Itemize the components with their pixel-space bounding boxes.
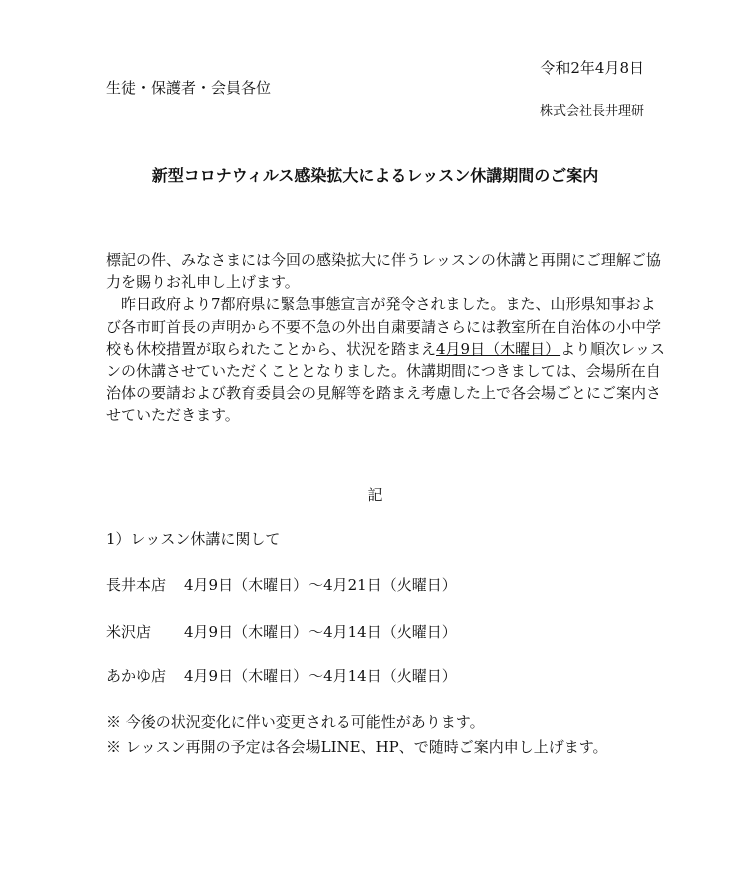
body-paragraph-2 bbox=[106, 293, 666, 426]
document-body bbox=[106, 249, 666, 427]
document-title: 新型コロナウィルス感染拡大によるレッスン休講期間のご案内 bbox=[151, 166, 599, 185]
note-item: ※ 今後の状況変化に伴い変更される可能性があります。 bbox=[106, 713, 485, 731]
sender-company: 株式会社長井理研 bbox=[539, 104, 644, 119]
body-paragraph-2-start: 昨日政府より7都府県に緊急事態宣言が発令されました。また、山形県知事および各市町首長の声明から不要不急の外出自粛要請さらには教室所在自治体の小中学校も休校措置が取られたことから、状況を踏まえ bbox=[106, 295, 662, 358]
closure-period: 4月9日（木曜日）〜4月14日（火曜日） bbox=[184, 623, 457, 641]
body-paragraph-1: 標記の件、みなさまには今回の感染拡大に伴うレッスンの休講と再開にご理解ご協力を賜りお礼申し上げます。 bbox=[106, 251, 661, 292]
start-date-underlined: 4月9日（木曜日） bbox=[436, 339, 561, 358]
schedule-row bbox=[106, 621, 457, 642]
store-name: あかゆ店 bbox=[106, 667, 167, 685]
document-date: 令和2年4月8日 bbox=[540, 59, 644, 77]
closure-period: 4月9日（木曜日）〜4月14日（火曜日） bbox=[184, 667, 457, 685]
store-name: 長井本店 bbox=[106, 576, 167, 594]
closure-period: 4月9日（木曜日）〜4月21日（火曜日） bbox=[184, 576, 457, 594]
schedule-row bbox=[106, 574, 457, 595]
recipients-line: 生徒・保護者・会員各位 bbox=[106, 79, 272, 97]
body-paragraph-2-end: より順次レッスンの休講させていただくこととなりました。休講期間につきましては、会場所在自治体の要請および教育委員会の見解等を踏まえ考慮した上で各会場ごとにご案内させていただきます。 bbox=[106, 339, 665, 425]
section-heading: 1）レッスン休講に関して bbox=[106, 530, 281, 548]
store-name: 米沢店 bbox=[106, 623, 152, 641]
note-item: ※ レッスン再開の予定は各会場LINE、HP、で随時ご案内申し上げます。 bbox=[106, 738, 608, 756]
schedule-row bbox=[106, 665, 457, 686]
ki-heading: 記 bbox=[367, 486, 383, 504]
